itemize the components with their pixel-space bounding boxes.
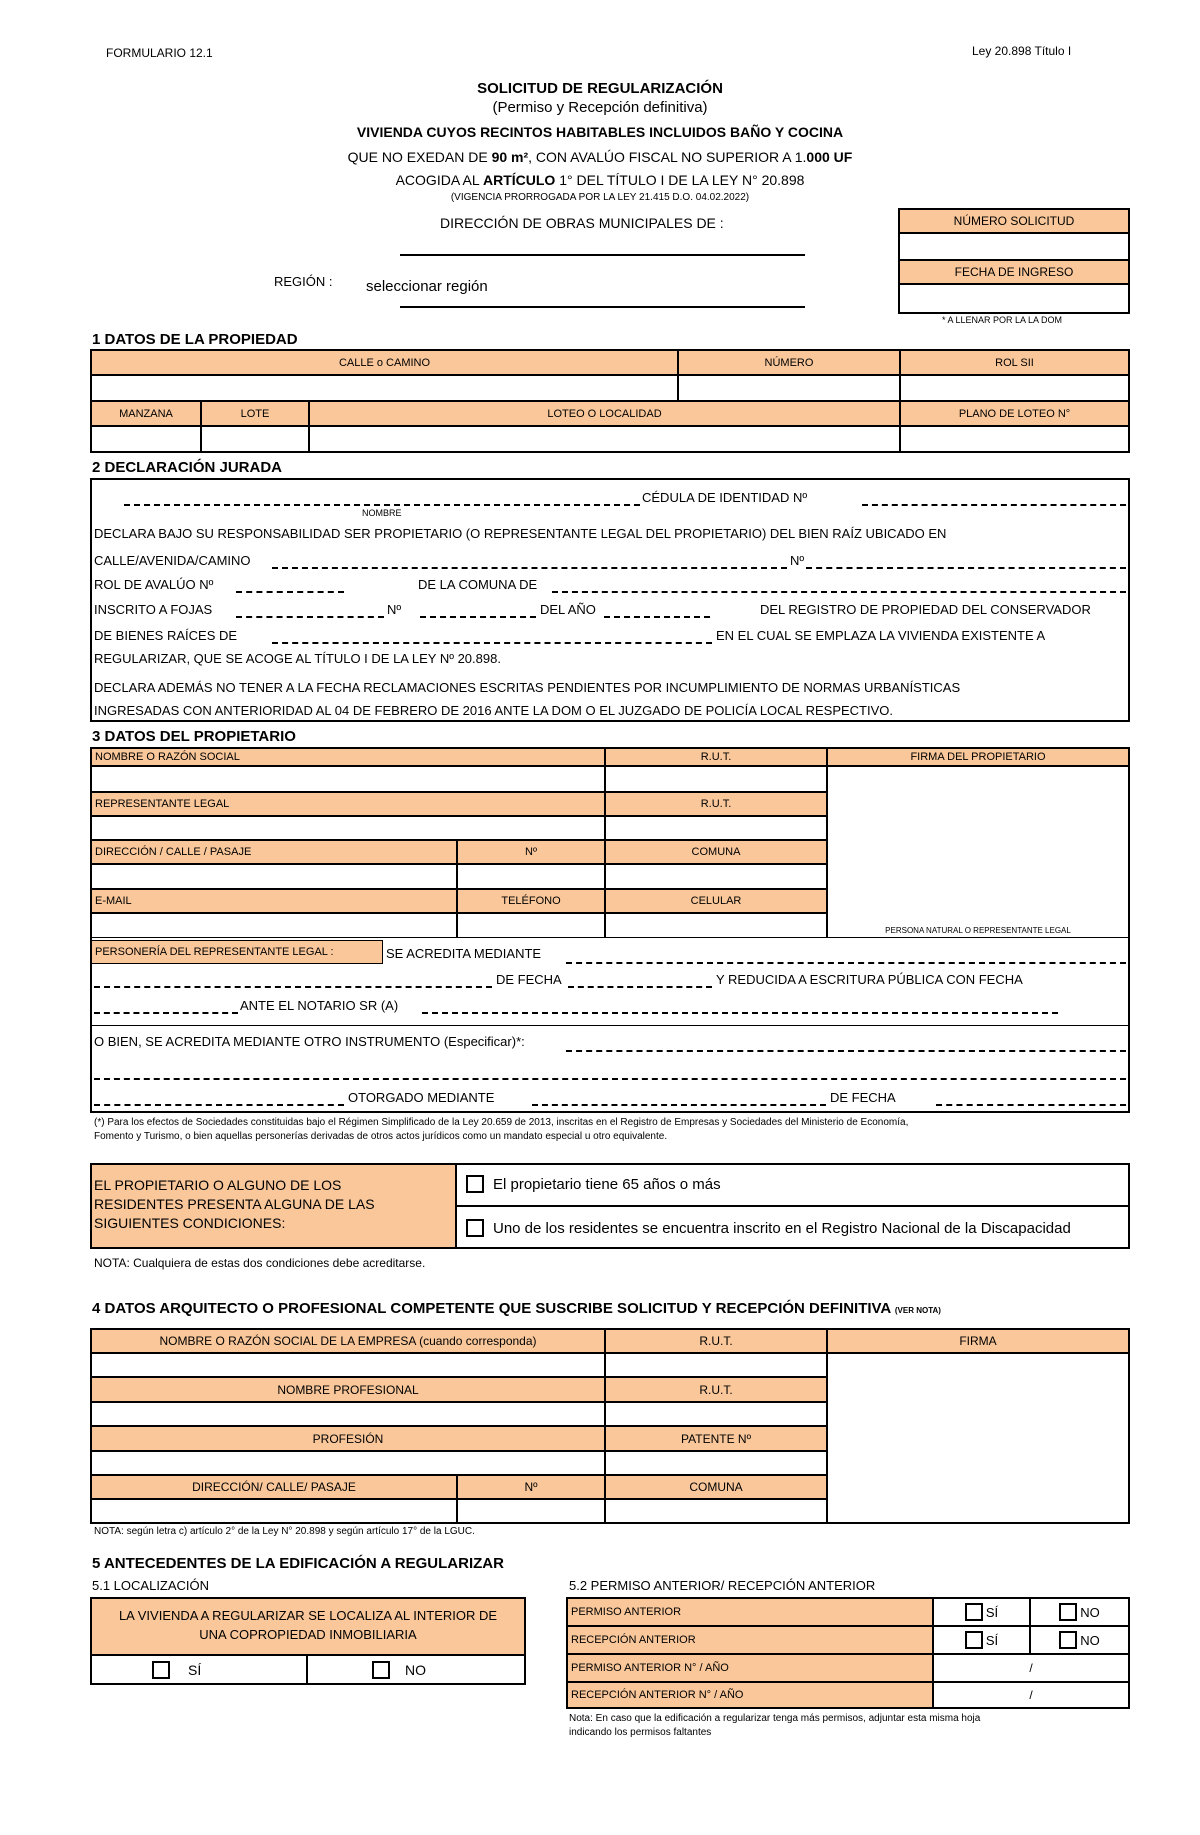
defecha-label: DE FECHA [830, 1090, 896, 1105]
otorgado-label: OTORGADO MEDIANTE [348, 1090, 495, 1105]
n-label: Nº [790, 553, 805, 568]
ra-label: RECEPCIÓN ANTERIOR [567, 1626, 933, 1654]
lote-input[interactable] [201, 426, 309, 452]
personeria-line2[interactable] [94, 986, 492, 988]
calle-label: CALLE/AVENIDA/CAMINO [94, 553, 251, 568]
cond-label3: SIGUIENTES CONDICIONES: [94, 1215, 286, 1231]
rep-label: REPRESENTANTE LEGAL [91, 792, 605, 816]
col-loteo: LOTEO O LOCALIDAD [309, 401, 900, 426]
p-nprof-input[interactable] [91, 1402, 605, 1426]
plano-input[interactable] [900, 426, 1129, 452]
rut2-input[interactable] [605, 816, 827, 840]
col-plano: PLANO DE LOTEO N° [900, 401, 1129, 426]
header-line4: (VIGENCIA PRORROGADA POR LA LEY 21.415 D.O. 04.02.2022) [450, 192, 750, 203]
cond-label1: EL PROPIETARIO O ALGUNO DE LOS [94, 1177, 342, 1193]
fecha-label: DE FECHA [496, 972, 562, 987]
region-label: REGIÓN : [274, 274, 333, 289]
comuna-line[interactable] [552, 591, 1126, 593]
ingresadas-text: INGRESADAS CON ANTERIORIDAD AL 04 DE FEBRERO DE 2016 ANTE LA DOM O EL JUZGADO DE POLICÍA LOCAL RESPECTIVO. [94, 703, 893, 718]
notario-line[interactable] [422, 1012, 1058, 1014]
pa-no-cell [1030, 1598, 1129, 1626]
rep-input[interactable] [91, 816, 605, 840]
col-numero: NÚMERO [678, 350, 900, 375]
acredita-label: SE ACREDITA MEDIANTE [386, 946, 542, 961]
acredita-line[interactable] [566, 962, 1126, 964]
col-manzana: MANZANA [91, 401, 201, 426]
cond-opt1: El propietario tiene 65 años o más [493, 1176, 721, 1193]
s4-nota: NOTA: según letra c) artículo 2° de la Ley N° 20.898 y según artículo 17° de la LGUC. [94, 1526, 475, 1537]
age-checkbox[interactable] [466, 1175, 484, 1193]
col-calle: CALLE o CAMINO [91, 350, 678, 375]
email-input[interactable] [91, 913, 457, 938]
llenar-dom-note: * A LLENAR POR LA LA DOM [942, 315, 1063, 325]
p-rut2-input[interactable] [605, 1402, 827, 1426]
perm-title: 5.2 PERMISO ANTERIOR/ RECEPCIÓN ANTERIOR [569, 1578, 876, 1593]
p-rut-label: R.U.T. [605, 1329, 827, 1353]
cond-divider [457, 1205, 1130, 1207]
form-id: FORMULARIO 12.1 [106, 46, 213, 60]
p-firma-area[interactable] [827, 1353, 1129, 1523]
obien-line2[interactable] [94, 1078, 1126, 1080]
n2-line[interactable] [420, 616, 536, 618]
p-dir-label: DIRECCIÓN/ CALLE/ PASAJE [91, 1475, 457, 1499]
rol-label: ROL DE AVALÚO Nº [94, 577, 214, 592]
ra-si-label: SÍ [985, 1632, 999, 1648]
telefono-label: TELÉFONO [457, 889, 605, 913]
p-comuna-label: COMUNA [605, 1475, 827, 1499]
cedula-line[interactable] [862, 504, 1126, 506]
numero-input[interactable] [678, 375, 900, 401]
footnote2: Fomento y Turismo, o bien aquellas personerías derivadas de otros actos jurídicos como un mandato especial u otro equivalente. [94, 1131, 668, 1142]
otorgado-line0[interactable] [94, 1104, 344, 1106]
fojas-line[interactable] [236, 616, 384, 618]
comuna-col-label: COMUNA [605, 840, 827, 864]
cond-opt2: Uno de los residentes se encuentra inscrito en el Registro Nacional de la Discapacidad [493, 1220, 1071, 1237]
viv1: LA VIVIENDA A REGULARIZAR SE LOCALIZA AL INTERIOR DE [118, 1608, 498, 1623]
ra-si-cell [933, 1626, 1030, 1654]
nombre-caption: NOMBRE [362, 508, 402, 518]
inscrito-label: INSCRITO A FOJAS [94, 602, 213, 617]
anio-line[interactable] [604, 616, 710, 618]
col-rol: ROL SII [900, 350, 1129, 375]
ra-no-cell [1030, 1626, 1129, 1654]
dom-input[interactable] [400, 254, 805, 256]
disability-checkbox[interactable] [466, 1219, 484, 1237]
cond-label2: RESIDENTES PRESENTA ALGUNA DE LAS [94, 1196, 375, 1212]
personeria-label: PERSONERÍA DEL REPRESENTANTE LEGAL : [91, 940, 383, 964]
p-nombre-label: NOMBRE O RAZÓN SOCIAL DE LA EMPRESA (cuando corresponda) [91, 1329, 605, 1353]
nombre-label: NOMBRE O RAZÓN SOCIAL [91, 748, 605, 766]
cedula-label: CÉDULA DE IDENTIDAD Nº [642, 490, 808, 505]
header-line1: VIVIENDA CUYOS RECINTOS HABITABLES INCLUIDOS BAÑO Y COCINA [356, 124, 844, 140]
otorgado-line[interactable] [532, 1104, 826, 1106]
pa-no-label: NO [1080, 1604, 1100, 1620]
dir-input[interactable] [91, 864, 457, 889]
s5-nota2: indicando los permisos faltantes [569, 1727, 712, 1738]
fecha-line[interactable] [568, 986, 712, 988]
loc-title: 5.1 LOCALIZACIÓN [92, 1578, 210, 1593]
p-rut-input[interactable] [605, 1353, 827, 1377]
ra-no-checkbox[interactable] [1059, 1631, 1077, 1649]
page-subtitle: (Permiso y Recepción definitiva) [492, 99, 708, 116]
n-col-label: Nº [457, 840, 605, 864]
numero-solicitud-label: NÚMERO SOLICITUD [898, 208, 1130, 234]
nombre-input[interactable] [91, 766, 605, 792]
p-firma-label: FIRMA [827, 1329, 1129, 1353]
telefono-input[interactable] [457, 913, 605, 938]
dir-label: DIRECCIÓN / CALLE / PASAJE [91, 840, 457, 864]
page-title: SOLICITUD DE REGULARIZACIÓN [477, 80, 723, 97]
ra-no-label: NO [1080, 1632, 1100, 1648]
calle-input[interactable] [91, 375, 678, 401]
rol-input[interactable] [900, 375, 1129, 401]
p-profesion-label: PROFESIÓN [91, 1426, 605, 1451]
email-label: E-MAIL [91, 889, 457, 913]
copropiedad-no-checkbox[interactable] [372, 1661, 390, 1679]
n-line[interactable] [806, 567, 1126, 569]
dom-label: DIRECCIÓN DE OBRAS MUNICIPALES DE : [440, 215, 724, 231]
notario-label: ANTE EL NOTARIO SR (A) [240, 998, 399, 1013]
loc-divider [306, 1656, 308, 1684]
obien-line[interactable] [566, 1050, 1126, 1052]
pan-input[interactable]: / [933, 1654, 1129, 1682]
p-nprof-label: NOMBRE PROFESIONAL [91, 1377, 605, 1402]
ran-label: RECEPCIÓN ANTERIOR N° / AÑO [567, 1682, 933, 1708]
celular-label: CELULAR [605, 889, 827, 913]
reducida-label: Y REDUCIDA A ESCRITURA PÚBLICA CON FECHA [716, 972, 1023, 987]
fecha-ingreso-label: FECHA DE INGRESO [898, 259, 1130, 285]
pa-si-cell [933, 1598, 1030, 1626]
p-dir-input[interactable] [91, 1499, 457, 1523]
registro-label: DEL REGISTRO DE PROPIEDAD DEL CONSERVADOR [760, 602, 1091, 617]
rut-input[interactable] [605, 766, 827, 792]
p-patente-input[interactable] [605, 1451, 827, 1475]
region-underline [400, 306, 805, 308]
viv2: UNA COPROPIEDAD INMOBILIARIA [199, 1627, 417, 1642]
col-lote: LOTE [201, 401, 309, 426]
rol-line[interactable] [236, 591, 344, 593]
header-line2: QUE NO EXEDAN DE 90 m², CON AVALÚO FISCAL NO SUPERIOR A 1.000 UF [347, 149, 853, 165]
manzana-input[interactable] [91, 426, 201, 452]
pa-si-checkbox[interactable] [965, 1603, 983, 1621]
obien-label: O BIEN, SE ACREDITA MEDIANTE OTRO INSTRUMENTO (Especificar)*: [94, 1034, 525, 1049]
pa-no-checkbox[interactable] [1059, 1603, 1077, 1621]
rut2-label: R.U.T. [605, 792, 827, 816]
pa-si-label: SÍ [985, 1604, 999, 1620]
s5-nota1: Nota: En caso que la edificación a regularizar tenga más permisos, adjuntar esta misma hoja [569, 1713, 981, 1724]
law-ref: Ley 20.898 Título I [972, 44, 1072, 58]
n-input[interactable] [457, 864, 605, 889]
firma-area[interactable] [827, 766, 1129, 938]
calle-line[interactable] [272, 567, 787, 569]
rut-label: R.U.T. [605, 748, 827, 766]
declara-text: DECLARA BAJO SU RESPONSABILIDAD SER PROPIETARIO (O REPRESENTANTE LEGAL DEL PROPIETARIO) DEL BIEN RAÍZ UBICADO EN [94, 526, 947, 541]
p-comuna-input[interactable] [605, 1499, 827, 1523]
footnote1: (*) Para los efectos de Sociedades constituidas bajo el Régimen Simplificado de la Ley 20.659 de 2013, inscritas en el Registro de Empresas y Sociedades del Ministerio de Economía, [94, 1117, 909, 1128]
comuna-label: DE LA COMUNA DE [418, 577, 538, 592]
bienes-line[interactable] [272, 642, 712, 644]
cond-nota: NOTA: Cualquiera de estas dos condiciones debe acreditarse. [94, 1256, 426, 1270]
divider [91, 1025, 1129, 1026]
celular-input[interactable] [605, 913, 827, 938]
copropiedad-si-checkbox[interactable] [152, 1661, 170, 1679]
section1-title: 1 DATOS DE LA PROPIEDAD [92, 331, 298, 348]
section5-title: 5 ANTECEDENTES DE LA EDIFICACIÓN A REGULARIZAR [92, 1555, 504, 1572]
p-n-input[interactable] [457, 1499, 605, 1523]
declara2-text: DECLARA ADEMÁS NO TENER A LA FECHA RECLAMACIONES ESCRITAS PENDIENTES POR INCUMPLIMIENTO DE NORMAS URBANÍSTICAS [94, 680, 961, 695]
pa-label: PERMISO ANTERIOR [567, 1598, 933, 1626]
comuna-input[interactable] [605, 864, 827, 889]
emplaza-label: EN EL CUAL SE EMPLAZA LA VIVIENDA EXISTENTE A [716, 628, 1046, 643]
reducida-line[interactable] [94, 1012, 238, 1014]
defecha-line[interactable] [936, 1104, 1126, 1106]
nombre-line[interactable] [124, 504, 640, 506]
region-select[interactable]: seleccionar región [366, 278, 488, 295]
header-line3: ACOGIDA AL ARTÍCULO 1° DEL TÍTULO I DE LA LEY N° 20.898 [395, 172, 805, 188]
firma-label: FIRMA DEL PROPIETARIO [827, 748, 1129, 766]
section3-title: 3 DATOS DEL PROPIETARIO [92, 728, 296, 745]
pan-label: PERMISO ANTERIOR N° / AÑO [567, 1654, 933, 1682]
persona-caption: PERSONA NATURAL O REPRESENTANTE LEGAL [885, 926, 1071, 935]
p-nombre-input[interactable] [91, 1353, 605, 1377]
loteo-input[interactable] [309, 426, 900, 452]
section2-title: 2 DECLARACIÓN JURADA [92, 459, 283, 476]
loc-no: NO [405, 1662, 426, 1678]
p-patente-label: PATENTE Nº [605, 1426, 827, 1451]
regularizar-text: REGULARIZAR, QUE SE ACOGE AL TÍTULO I DE LA LEY Nº 20.898. [94, 651, 501, 666]
bienes-label: DE BIENES RAÍCES DE [94, 628, 238, 643]
p-n-label: Nº [457, 1475, 605, 1499]
section4-title: 4 DATOS ARQUITECTO O PROFESIONAL COMPETENTE QUE SUSCRIBE SOLICITUD Y RECEPCIÓN DEFINITIVA (VER NOTA) [92, 1300, 941, 1317]
loc-si: SÍ [188, 1662, 202, 1678]
p-profesion-input[interactable] [91, 1451, 605, 1475]
p-rut2-label: R.U.T. [605, 1377, 827, 1402]
n2-label: Nº [387, 602, 402, 617]
ra-si-checkbox[interactable] [965, 1631, 983, 1649]
ran-input[interactable]: / [933, 1682, 1129, 1708]
anio-label: DEL AÑO [540, 602, 596, 617]
